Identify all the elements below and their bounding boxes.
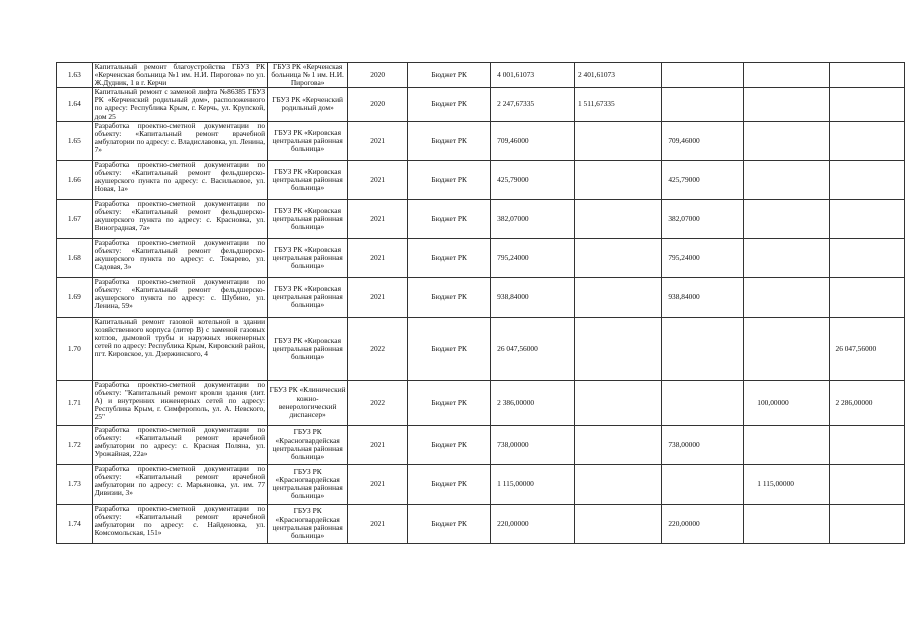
row-organization: ГБУЗ РК «Красногвардейская центральная районная больница»	[268, 504, 348, 543]
table-row	[57, 160, 905, 199]
row-amount-2020	[574, 504, 661, 543]
row-amount-2023	[829, 63, 905, 88]
row-amount-2021: 938,84000	[662, 277, 744, 317]
row-year: 2021	[348, 425, 408, 464]
row-amount-2020	[574, 380, 661, 425]
row-total-amount: 709,46000	[491, 121, 575, 160]
row-amount-2022	[744, 160, 829, 199]
row-amount-2023	[829, 504, 905, 543]
row-description: Разработка проектно-сметной документации по объекту: «Капитальный ремонт фельдшерско-акушерского пункта по адресу: с. Васильковое, ул. Новая, 1а»	[92, 160, 268, 199]
row-amount-2021: 220,00000	[662, 504, 744, 543]
row-amount-2021: 738,00000	[662, 425, 744, 464]
row-organization: ГБУЗ РК «Клинический кожно-венерологический диспансер»	[268, 380, 348, 425]
row-amount-2020	[574, 317, 661, 380]
row-amount-2023: 26 047,56000	[829, 317, 905, 380]
row-organization: ГБУЗ РК «Кировская центральная районная больница»	[268, 238, 348, 277]
row-organization: ГБУЗ РК «Кировская центральная районная больница»	[268, 160, 348, 199]
row-description: Капитальный ремонт газовой котельной в здании хозяйственного корпуса (литер В) с заменой газовых котлов, дымовой трубы и наружных инженерных сетей по адресу: Республика Крым, Кировский район, пгт. Кировское, ул. Дзержинского, 4	[92, 317, 268, 380]
table-row	[57, 238, 905, 277]
row-total-amount: 795,24000	[491, 238, 575, 277]
row-amount-2021: 425,79000	[662, 160, 744, 199]
row-amount-2020	[574, 425, 661, 464]
row-amount-2022	[744, 238, 829, 277]
row-number: 1.65	[57, 121, 93, 160]
row-total-amount: 738,00000	[491, 425, 575, 464]
row-amount-2023	[829, 277, 905, 317]
row-amount-2020	[574, 160, 661, 199]
row-amount-2020	[574, 121, 661, 160]
row-funding-source: Бюджет РК	[408, 317, 491, 380]
row-amount-2022: 1 115,00000	[744, 464, 829, 504]
row-year: 2022	[348, 317, 408, 380]
row-year: 2021	[348, 238, 408, 277]
row-funding-source: Бюджет РК	[408, 277, 491, 317]
row-funding-source: Бюджет РК	[408, 160, 491, 199]
row-total-amount: 938,84000	[491, 277, 575, 317]
row-organization: ГБУЗ РК «Кировская центральная районная больница»	[268, 317, 348, 380]
row-number: 1.73	[57, 464, 93, 504]
row-description: Разработка проектно-сметной документации по объекту: «Капитальный ремонт врачебной амбулатории по адресу: с. Марьяновка, ул. им. 77 Дивизии, 3»	[92, 464, 268, 504]
row-amount-2021: 709,46000	[662, 121, 744, 160]
row-funding-source: Бюджет РК	[408, 88, 491, 121]
row-organization: ГБУЗ РК «Красногвардейская центральная районная больница»	[268, 425, 348, 464]
table-row	[57, 121, 905, 160]
capital-repair-table	[56, 62, 905, 544]
row-number: 1.71	[57, 380, 93, 425]
row-amount-2021	[662, 380, 744, 425]
row-amount-2021	[662, 88, 744, 121]
row-funding-source: Бюджет РК	[408, 63, 491, 88]
row-amount-2021	[662, 63, 744, 88]
row-amount-2022	[744, 199, 829, 238]
row-number: 1.64	[57, 88, 93, 121]
row-description: Разработка проектно-сметной документации по объекту: "Капитальный ремонт кровли здания (лит. А) и внутренних инженерных сетей по адресу: Республика Крым, г. Симферополь, ул. А. Невского, 25"	[92, 380, 268, 425]
row-description: Разработка проектно-сметной документации по объекту: «Капитальный ремонт фельдшерско-акушерского пункта по адресу: с. Токарево, ул. Садовая, 3»	[92, 238, 268, 277]
row-year: 2021	[348, 160, 408, 199]
row-amount-2022	[744, 504, 829, 543]
row-year: 2022	[348, 380, 408, 425]
row-year: 2021	[348, 121, 408, 160]
row-amount-2020	[574, 199, 661, 238]
row-amount-2021: 382,07000	[662, 199, 744, 238]
row-amount-2022	[744, 88, 829, 121]
row-year: 2021	[348, 199, 408, 238]
row-organization: ГБУЗ РК «Кировская центральная районная больница»	[268, 121, 348, 160]
row-year: 2020	[348, 88, 408, 121]
row-amount-2023: 2 286,00000	[829, 380, 905, 425]
row-description: Разработка проектно-сметной документации по объекту: «Капитальный ремонт фельдшерско-акушерского пункта по адресу: с. Шубино, ул. Ленина, 59»	[92, 277, 268, 317]
row-total-amount: 4 001,61073	[491, 63, 575, 88]
row-number: 1.67	[57, 199, 93, 238]
row-total-amount: 1 115,00000	[491, 464, 575, 504]
row-number: 1.70	[57, 317, 93, 380]
row-amount-2023	[829, 160, 905, 199]
row-funding-source: Бюджет РК	[408, 199, 491, 238]
row-amount-2023	[829, 238, 905, 277]
row-funding-source: Бюджет РК	[408, 504, 491, 543]
row-amount-2020	[574, 277, 661, 317]
row-amount-2021	[662, 464, 744, 504]
row-total-amount: 382,07000	[491, 199, 575, 238]
row-organization: ГБУЗ РК «Красногвардейская центральная районная больница»	[268, 464, 348, 504]
row-description: Разработка проектно-сметной документации по объекту: «Капитальный ремонт фельдшерско-акушерского пункта по адресу: с. Красновка, ул. Виноградная, 7а»	[92, 199, 268, 238]
table-row	[57, 317, 905, 380]
row-number: 1.69	[57, 277, 93, 317]
row-organization: ГБУЗ РК «Керченский родильный дом»	[268, 88, 348, 121]
row-amount-2022: 100,00000	[744, 380, 829, 425]
row-year: 2021	[348, 464, 408, 504]
row-amount-2020	[574, 238, 661, 277]
row-total-amount: 220,00000	[491, 504, 575, 543]
row-amount-2022	[744, 317, 829, 380]
table-row	[57, 277, 905, 317]
row-funding-source: Бюджет РК	[408, 425, 491, 464]
table-row	[57, 464, 905, 504]
row-year: 2021	[348, 277, 408, 317]
row-description: Разработка проектно-сметной документации по объекту: «Капитальный ремонт врачебной амбулатории по адресу: с. Найденовка, ул. Комсомольская, 151»	[92, 504, 268, 543]
row-total-amount: 425,79000	[491, 160, 575, 199]
row-amount-2021: 795,24000	[662, 238, 744, 277]
row-amount-2020: 2 401,61073	[574, 63, 661, 88]
row-amount-2022	[744, 277, 829, 317]
row-amount-2021	[662, 317, 744, 380]
row-amount-2023	[829, 88, 905, 121]
row-description: Капитальный ремонт с заменой лифта №86385 ГБУЗ РК «Керченский родильный дом», расположенного по адресу: Республика Крым, г. Керчь, ул. Крупской, дом 25	[92, 88, 268, 121]
row-year: 2021	[348, 504, 408, 543]
row-description: Разработка проектно-сметной документации по объекту: «Капитальный ремонт врачебной амбулатории по адресу: с. Красная Поляна, ул. Урожайная, 22а»	[92, 425, 268, 464]
row-amount-2022	[744, 425, 829, 464]
row-funding-source: Бюджет РК	[408, 380, 491, 425]
row-description: Капитальный ремонт благоустройства ГБУЗ РК «Керченская больница №1 им. Н.И. Пирогова» по ул. Ж.Дудник, 1 в г. Керчи	[92, 63, 268, 88]
row-total-amount: 2 386,00000	[491, 380, 575, 425]
row-number: 1.63	[57, 63, 93, 88]
row-organization: ГБУЗ РК «Кировская центральная районная больница»	[268, 199, 348, 238]
row-organization: ГБУЗ РК «Керченская больница № 1 им. Н.И. Пирогова»	[268, 63, 348, 88]
row-amount-2023	[829, 121, 905, 160]
row-total-amount: 26 047,56000	[491, 317, 575, 380]
table-row	[57, 63, 905, 88]
row-number: 1.66	[57, 160, 93, 199]
table-row	[57, 425, 905, 464]
table-row	[57, 88, 905, 121]
row-amount-2020	[574, 464, 661, 504]
row-total-amount: 2 247,67335	[491, 88, 575, 121]
row-number: 1.68	[57, 238, 93, 277]
row-amount-2023	[829, 425, 905, 464]
row-funding-source: Бюджет РК	[408, 464, 491, 504]
table-row	[57, 199, 905, 238]
row-funding-source: Бюджет РК	[408, 121, 491, 160]
row-amount-2023	[829, 199, 905, 238]
table-row	[57, 504, 905, 543]
row-description: Разработка проектно-сметной документации по объекту: «Капитальный ремонт врачебной амбулатории по адресу: с. Владиславовка, ул. Ленина, 7»	[92, 121, 268, 160]
row-year: 2020	[348, 63, 408, 88]
row-number: 1.72	[57, 425, 93, 464]
row-amount-2023	[829, 464, 905, 504]
row-funding-source: Бюджет РК	[408, 238, 491, 277]
row-organization: ГБУЗ РК «Кировская центральная районная больница»	[268, 277, 348, 317]
row-number: 1.74	[57, 504, 93, 543]
row-amount-2020: 1 511,67335	[574, 88, 661, 121]
row-amount-2022	[744, 63, 829, 88]
table-row	[57, 380, 905, 425]
row-amount-2022	[744, 121, 829, 160]
